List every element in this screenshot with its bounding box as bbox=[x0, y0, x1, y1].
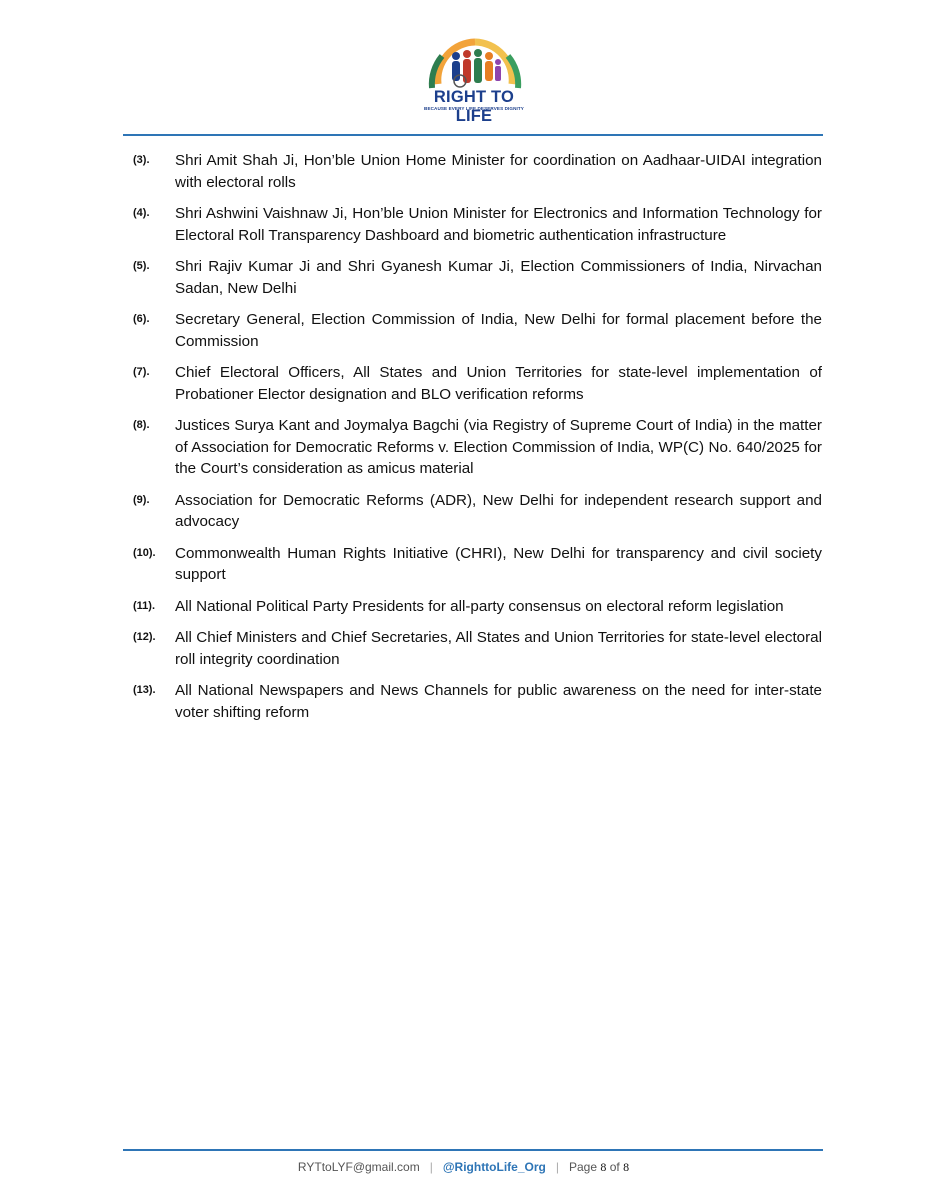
item-number: (3). bbox=[133, 154, 150, 166]
item-number: (5). bbox=[133, 260, 150, 272]
page-of: of bbox=[609, 1160, 620, 1174]
item-text: Chief Electoral Officers, All States and Union Territories for state-level implementation of Probationer Elector designation and BLO verification reforms bbox=[175, 364, 822, 403]
item-number: (4). bbox=[133, 207, 150, 219]
list-item bbox=[133, 680, 822, 723]
list-item bbox=[133, 256, 822, 299]
item-number: (10). bbox=[133, 546, 156, 559]
item-number: (11). bbox=[133, 599, 156, 612]
item-text: Shri Amit Shah Ji, Hon’ble Union Home Minister for coordination on Aadhaar-UIDAI integration with electoral rolls bbox=[175, 152, 822, 191]
item-text: Shri Rajiv Kumar Ji and Shri Gyanesh Kumar Ji, Election Commissioners of India, Nirvachan Sadan, New Delhi bbox=[175, 258, 822, 297]
footer-social-handle[interactable]: @RighttoLife_Org bbox=[442, 1160, 546, 1174]
list-item bbox=[133, 150, 822, 193]
item-number: (12). bbox=[133, 631, 156, 643]
item-text: Justices Surya Kant and Joymalya Bagchi (via Registry of Supreme Court of India) in the matter of Association for Democratic Reforms v. Election Commission of India, WP(C) No. 640/2025 for the Court’s consideration as amicus material bbox=[175, 417, 822, 477]
footer-email[interactable]: RYTtoLYF@gmail.com bbox=[297, 1160, 420, 1174]
logo-tagline: BECAUSE EVERY LIFE DESERVES DIGNITY bbox=[424, 106, 524, 111]
footer-rule bbox=[123, 1149, 823, 1151]
footer-separator: | bbox=[555, 1160, 559, 1174]
list-item bbox=[133, 309, 822, 352]
list-item bbox=[133, 543, 822, 586]
item-number: (13). bbox=[133, 684, 156, 696]
item-text: Commonwealth Human Rights Initiative (CHRI), New Delhi for transparency and civil society support bbox=[175, 544, 822, 583]
page-total: 8 bbox=[623, 1160, 630, 1174]
item-number: (6). bbox=[133, 313, 150, 325]
page-current: 8 bbox=[600, 1160, 607, 1174]
logo-title-text: RIGHT TO LIFE bbox=[433, 88, 515, 125]
item-text: Secretary General, Election Commission of India, New Delhi for formal placement before the Commission bbox=[175, 311, 822, 350]
list-item bbox=[133, 490, 822, 533]
item-text: Shri Ashwini Vaishnaw Ji, Hon’ble Union Minister for Electronics and Information Technology for Electoral Roll Transparency Dashboard and biometric authentication infrastructure bbox=[175, 205, 822, 244]
item-number: (9). bbox=[133, 493, 150, 506]
item-number: (8). bbox=[133, 419, 150, 431]
item-text: All Chief Ministers and Chief Secretaries, All States and Union Territories for state-level electoral roll integrity coordination bbox=[175, 629, 822, 668]
item-text: All National Political Party Presidents for all-party consensus on electoral reform legislation bbox=[175, 597, 784, 615]
list-item bbox=[133, 596, 822, 618]
list-item bbox=[133, 203, 822, 246]
footer-separator: | bbox=[429, 1160, 433, 1174]
item-text: Association for Democratic Reforms (ADR), New Delhi for independent research support and advocacy bbox=[175, 491, 822, 530]
item-number: (7). bbox=[133, 366, 150, 378]
list-item bbox=[133, 415, 822, 480]
item-text: All National Newspapers and News Channels for public awareness on the need for inter-state voter shifting reform bbox=[175, 682, 822, 721]
recipient-list bbox=[133, 150, 822, 733]
list-item bbox=[133, 362, 822, 405]
page-label: Page bbox=[568, 1160, 598, 1174]
list-item bbox=[133, 627, 822, 670]
page-footer bbox=[0, 1160, 927, 1175]
header-rule bbox=[123, 134, 823, 136]
